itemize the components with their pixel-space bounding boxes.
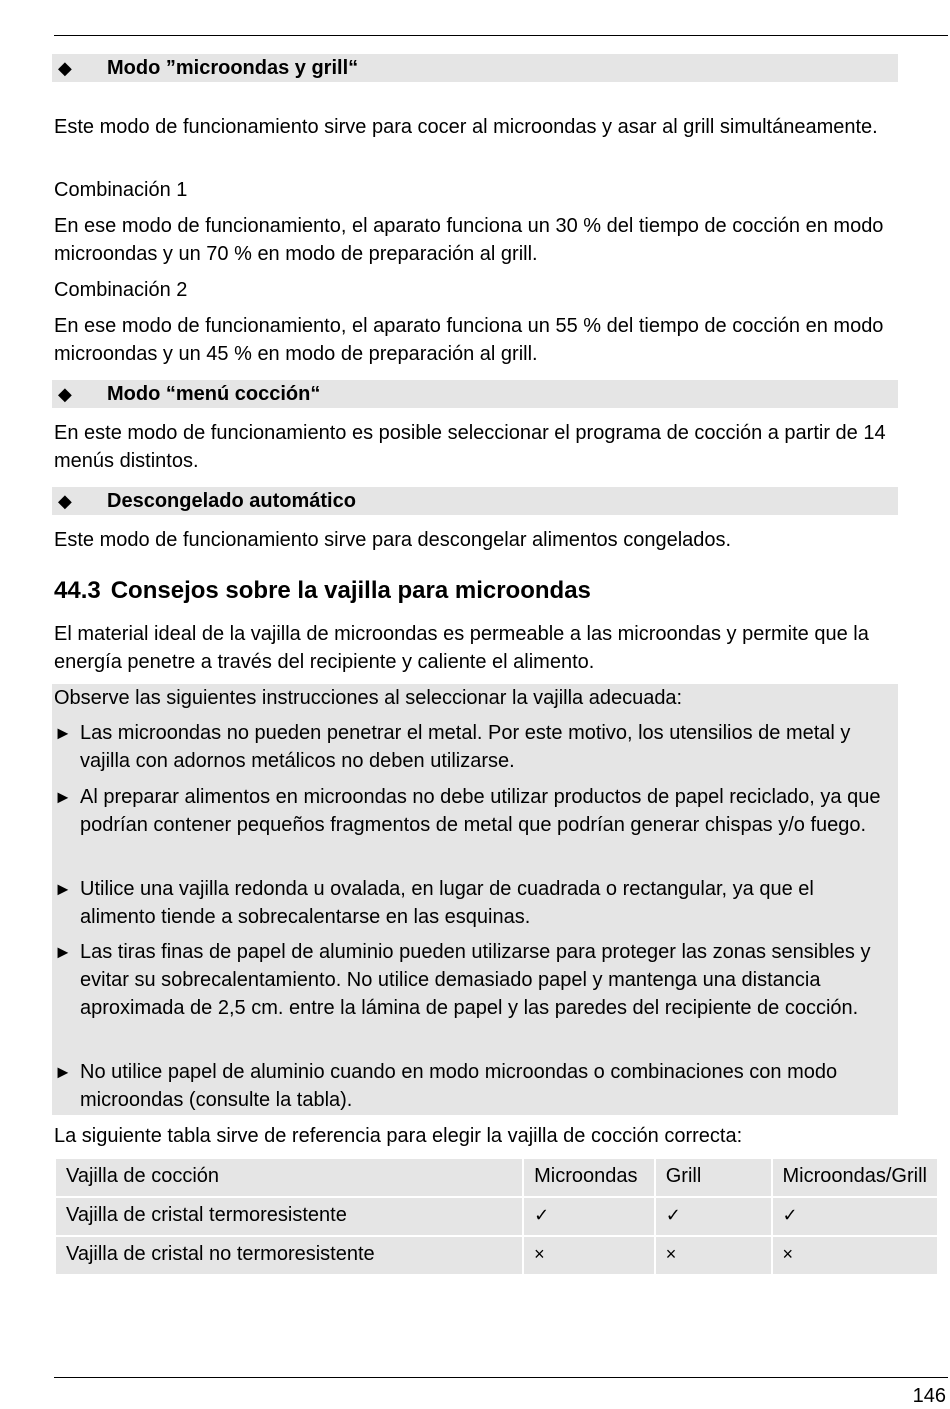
arrow-bullet-icon: ► <box>54 723 72 743</box>
section-number: 44.3 <box>54 577 101 604</box>
list-item: ► No utilice papel de aluminio cuando en modo microondas o combinaciones con modo microondas (consulte la tabla). <box>54 1058 894 1114</box>
mode-menu-heading <box>52 380 898 408</box>
combination-1-label: Combinación 1 <box>54 179 188 201</box>
mode-combo-heading <box>52 54 898 82</box>
table-row <box>56 1237 937 1274</box>
footer-rule <box>54 1377 948 1378</box>
check-icon: ✓ <box>656 1198 771 1235</box>
header-grill: Grill <box>656 1159 771 1196</box>
section-title: Consejos sobre la vajilla para microondas <box>110 577 591 604</box>
cookware-name: Vajilla de cristal no termoresistente <box>56 1237 522 1274</box>
combination-2-label: Combinación 2 <box>54 279 188 301</box>
check-icon: ✓ <box>524 1198 654 1235</box>
mode-combo-title: Modo ”microondas y grill“ <box>107 57 359 79</box>
header-cookware: Vajilla de cocción <box>56 1159 522 1196</box>
table-row <box>56 1198 937 1235</box>
cross-icon: × <box>524 1237 654 1274</box>
defrost-text: Este modo de funcionamiento sirve para descongelar alimentos congelados. <box>54 529 732 551</box>
header-microwave: Microondas <box>524 1159 654 1196</box>
combination-2-text: En ese modo de funcionamiento, el aparato funciona un 55 % del tiempo de cocción en modo microondas y un 45 % en modo de preparación al grill. <box>54 315 884 365</box>
combination-1-text: En ese modo de funcionamiento, el aparato funciona un 30 % del tiempo de cocción en modo microondas y un 70 % en modo de preparación al grill. <box>54 215 884 265</box>
diamond-bullet-icon: ◆ <box>58 384 72 404</box>
instructions-box <box>52 684 898 1115</box>
cookware-table <box>54 1157 939 1276</box>
cross-icon: × <box>656 1237 771 1274</box>
diamond-bullet-icon: ◆ <box>58 491 72 511</box>
page-number: 146 <box>912 1385 946 1407</box>
cross-icon: × <box>773 1237 938 1274</box>
cookware-name: Vajilla de cristal termoresistente <box>56 1198 522 1235</box>
defrost-title: Descongelado automático <box>107 490 356 512</box>
mode-combo-description: Este modo de funcionamiento sirve para cocer al microondas y asar al grill simultáneamente. <box>54 116 878 138</box>
list-item: ► Al preparar alimentos en microondas no debe utilizar productos de papel reciclado, ya que podrían contener pequeños fragmentos de metal que podrían generar chispas y/o fuego. <box>54 783 894 839</box>
list-item: ► Utilice una vajilla redonda u ovalada, en lugar de cuadrada o rectangular, ya que el alimento tiende a sobrecalentarse en las esquinas. <box>54 875 894 931</box>
table-header-row <box>56 1159 937 1196</box>
header-rule <box>54 35 948 36</box>
instructions-intro: Observe las siguientes instrucciones al seleccionar la vajilla adecuada: <box>54 687 683 709</box>
list-item: ► Las microondas no pueden penetrar el metal. Por este motivo, los utensilios de metal y vajilla con adornos metálicos no deben utilizarse. <box>54 719 894 775</box>
arrow-bullet-icon: ► <box>54 787 72 807</box>
table-intro: La siguiente tabla sirve de referencia para elegir la vajilla de cocción correcta: <box>54 1125 743 1147</box>
mode-menu-text: En este modo de funcionamiento es posible seleccionar el programa de cocción a partir de 14 menús distintos. <box>54 422 886 472</box>
section-heading <box>54 575 591 607</box>
defrost-heading <box>52 487 898 515</box>
arrow-bullet-icon: ► <box>54 942 72 962</box>
diamond-bullet-icon: ◆ <box>58 58 72 78</box>
header-microwave-grill: Microondas/Grill <box>773 1159 938 1196</box>
section-intro: El material ideal de la vajilla de microondas es permeable a las microondas y permite que la energía penetre a través del recipiente y caliente el alimento. <box>54 623 869 673</box>
list-item: ► Las tiras finas de papel de aluminio pueden utilizarse para proteger las zonas sensibles y evitar su sobrecalentamiento. No utilice demasiado papel y mantenga una distancia aproximada de 2,5 cm. entre la lámina de papel y las paredes del recipiente de cocción. <box>54 938 894 1022</box>
check-icon: ✓ <box>773 1198 938 1235</box>
arrow-bullet-icon: ► <box>54 879 72 899</box>
arrow-bullet-icon: ► <box>54 1062 72 1082</box>
mode-menu-title: Modo “menú cocción“ <box>107 383 321 405</box>
